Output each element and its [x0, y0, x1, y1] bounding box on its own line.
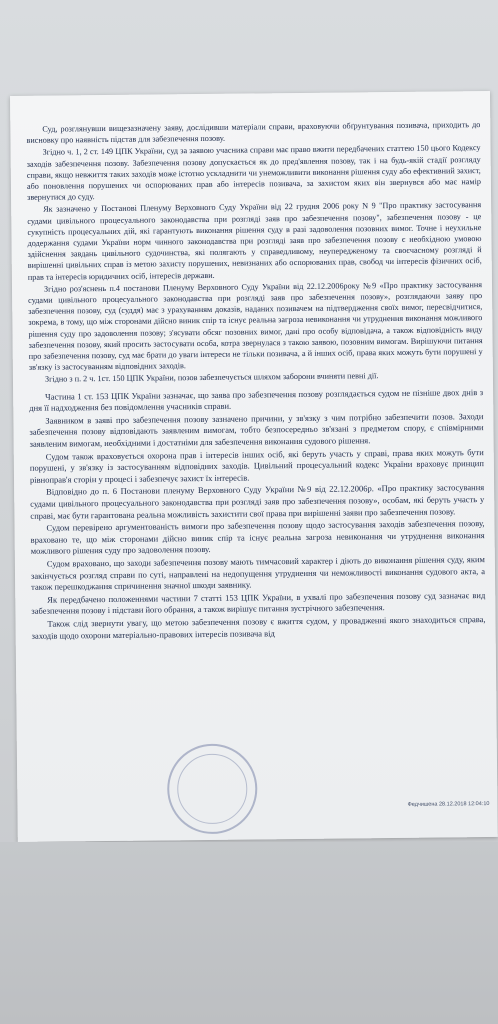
paragraph: Відповідно до п. 6 Постанови пленуму Верховного Суду України №9 від 22.12.2006р. «Про практику застосування судами цивільного процесуального законодавства при розгляді заяв про забезпечення позову», особам, які беруть участь у справі, має бути гарантована реальна можливість захистити свої права при вирішенні заяви про забезпечення позову. [30, 482, 485, 521]
paragraph: Судом враховано, що заходи забезпечення позову мають тимчасовий характер і діють до виконання рішення суду, яким закінчується розгляд справи по суті, направлені на недопущення утруднення чи неможливості виконання судового акта, а також перешкоджання спричинення значної шкоди заявнику. [30, 554, 486, 592]
paragraph: Судом також враховується охорона прав і інтересів інших осіб, які беруть участь у справі, права яких можуть бути порушені, у зв'язку із застосуванням відповідних заходів. Цивільний процесуальний кодекс України враховує принцип рівноправ'я сторін у процесі і забезпечує захист їх інтересів. [29, 446, 484, 485]
paragraph: Згідно з п. 2 ч. 1ст. 150 ЦПК України, позов забезпечується шляхом заборони вчиняти певні дії. [44, 371, 379, 385]
paragraph: Згідно ч. 1, 2 ст. 149 ЦПК України, суд за заявою учасника справи має право вжити передбачених статтею 150 цього Кодексу заходів забезпечення позову. Забезпечення позову допускається як до пред'явлення позову, так і на будь-якій стадії розгляду справи, якщо невжиття таких заходів може істотно ускладнити чи унеможливити виконання рішення суду або ефективний захист, або поновлення порушених чи оспорюваних прав або інтересів позивача, за захистом яких він звернувся або має намір звернутися до суду. [26, 143, 481, 203]
footer-mark: Федчишена 28.12.2018 12:04:10 [407, 801, 490, 808]
background-surface [0, 842, 498, 1024]
paragraph: Як передбачено положеннями частини 7 статті 153 ЦПК України, в ухвалі про забезпечення позову суд зазначає вид забезпечення позову і підстави його обрання, а також вирішує питання зустрічного забезпечення. [31, 589, 486, 617]
paragraph: Заявником в заяві про забезпечення позову зазначено причини, у зв'язку з чим потрібно забезпечити позов. Заходи забезпечення позову відповідають заявленим вимогам, тобто безпосередньо зв'язані з предметом спору, є співмірними заявленим вимогам, необхідними і достатніми для забезпечення виконання судового рішення. [29, 410, 484, 449]
paragraph: Судом перевірено аргументованість вимоги про забезпечення позову щодо застосування заходів забезпечення позову, враховано те, що між сторонами дійсно виник спір та існує реальна загроза невиконання чи утруднення виконання можливого рішення суду про задоволення позову. [30, 518, 485, 557]
paragraph: Згідно роз'яснень п.4 постанови Пленуму Верховного Суду України від 22.12.2006року №9 «Про практику застосування судами цивільного процесуального законодавства при розгляді заяв про забезпечення позову», розглядаючи заяву про забезпечення позову, суд (суддя) має з урахуванням доказів, наданих позивачем на підтвердження своїх вимог, пересвідчитися, зокрема, в тому, що між сторонами дійсно виник спір та існує реальна загроза невиконання чи утруднення виконання можливого рішення суду про задоволення позову; з'ясувати обсяг позовних вимог, дані про особу відповідача, а також відповідність виду забезпечення позову, який просить застосувати особа, котра звернулася з такою заявою, позовним вимогам. Вирішуючи питання про забезпечення позову, суд має брати до уваги інтереси не тільки позивача, а й інших осіб, права яких можуть бути порушені у зв'язку із застосуванням відповідних заходів. [28, 279, 483, 373]
paragraph: Як зазначено у Постанові Пленуму Верховного Суду України від 22 грудня 2006 року N 9 "Про практику застосування судами цивільного процесуального законодавства при розгляді заяв про забезпечення позову", забезпечення позову - це сукупність процесуальних дій, які гарантують виконання рішення суду в разі задоволення позовних вимог. Точне і неухильне додержання судами України норм чинного законодавства при розгляді заяв про забезпечення позову є необхідною умовою здійснення завдань цивільного судочинства, які полягають у справедливому, неупередженому та своєчасному розгляді й вирішенні цивільних справ із метою захисту порушених, невизнаних або оспорюваних прав, свобод чи інтересів фізичних осіб, прав та інтересів юридичних осіб, інтересів держави. [27, 200, 482, 282]
paragraph: Суд, розглянувши вищезазначену заяву, дослідивши матеріали справи, враховуючи обґрунтування позивача, приходить до висновку про наявність підстав для забезпечення позову. [26, 120, 481, 146]
paragraph: Частина 1 ст. 153 ЦПК України зазначає, що заява про забезпечення позову розглядається судом не пізніше двох днів з дня її надходження без повідомлення учасників справи. [29, 386, 484, 414]
seal-stamp [167, 743, 258, 834]
document-body [26, 119, 485, 643]
document-page [10, 91, 498, 842]
paragraph: Також слід звернути увагу, що метою забезпечення позову є вжиття судом, у провадженні якого знаходиться справа, заходів щодо охорони матеріально-правових інтересів позивача від [31, 614, 486, 641]
